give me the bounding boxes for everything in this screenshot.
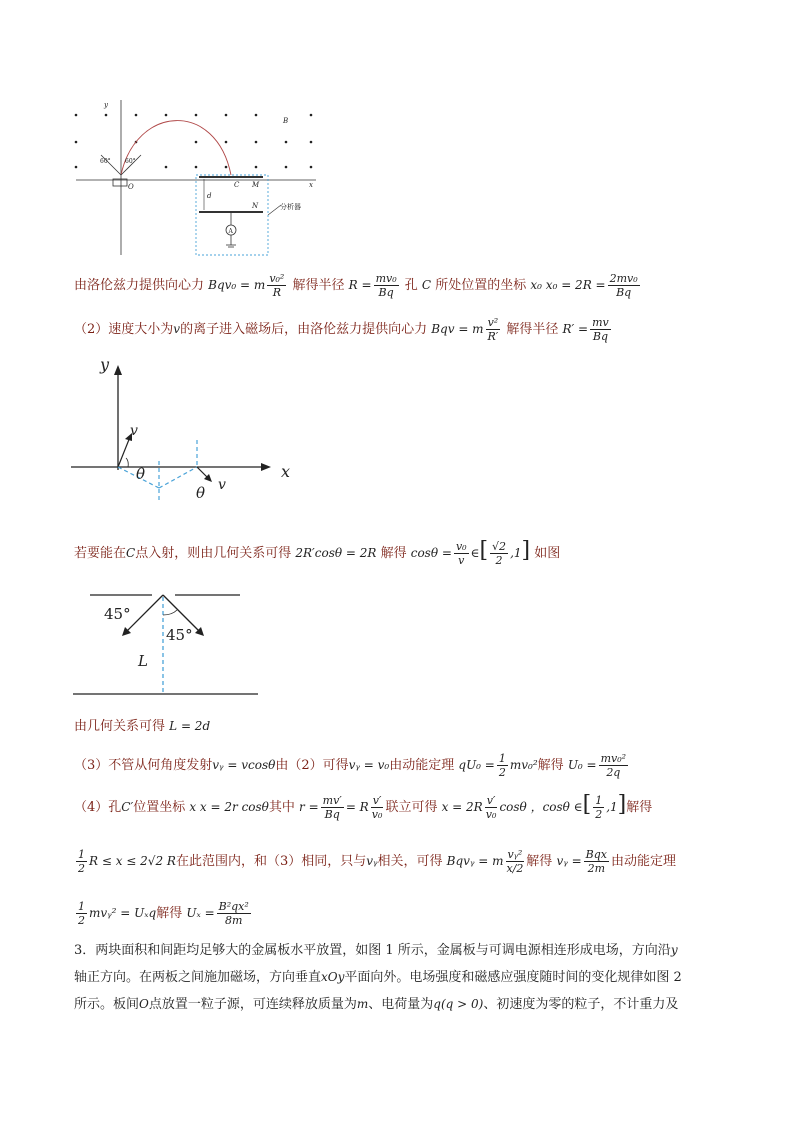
fraction: $\frac{1}{2}$ xyxy=(78,848,85,875)
label-y: y xyxy=(104,101,108,109)
problem-3-line-2: 轴正方向。在两板之间施加磁场，方向垂直xOy平面向外。电场强度和磁感应强度随时间的变化规律如图 2 xyxy=(74,970,682,985)
fraction: $\frac{\text{B²qx²}}{8m}$ xyxy=(218,900,249,927)
angle-right: 45° xyxy=(166,626,193,644)
fraction: $\frac{v'}{\text{v₀}}$ xyxy=(371,794,383,821)
label-y: y xyxy=(100,355,110,374)
problem-3-line-3: 所示。板间O点放置一粒子源，可连续释放质量为m、电荷量为q(q > 0)、初速度为零的粒子，不计重力及 xyxy=(74,997,679,1012)
solution-line-8: $\frac{1}{2}$ mvᵧ² = Uₓq解得 Uₓ = $\frac{\text{B²qx²}}{8m}$ xyxy=(78,900,249,927)
fraction: $\frac{\text{v²}}{R'}$ xyxy=(487,316,499,343)
label-v2: v xyxy=(218,477,226,493)
trajectory-arc xyxy=(121,121,231,175)
label-theta2: θ xyxy=(196,484,206,502)
label-B: B xyxy=(283,117,289,125)
fraction: $\frac{\text{Bqx}}{2m}$ xyxy=(585,848,607,875)
solution-line-4: 由几何关系可得 L = 2d xyxy=(74,719,211,734)
figure-magnetic-field-analyzer xyxy=(66,95,326,260)
solution-line-1: 由洛伦兹力提供向心力 Bqv₀ = m $\frac{\text{v₀²}}{R}$ 解得半径 R = $\frac{\text{mv₀}}{Bq}$ 孔 C 所处位置的坐标 x₀ x₀ = 2R = $\frac{\text{2mv₀}}{Bq}$ xyxy=(74,272,638,299)
label-O: O xyxy=(128,183,134,191)
label-N: N xyxy=(252,202,259,210)
figure-45-degree-geometry xyxy=(70,585,265,700)
label-theta1: θ xyxy=(136,465,146,483)
label-d: d xyxy=(207,192,212,200)
angle-left: 60° xyxy=(100,158,111,165)
problem-3-line-1: 3．两块面积和间距均足够大的金属板水平放置，如图 1 所示，金属板与可调电源相连形成电场，方向沿y xyxy=(74,943,678,958)
solution-line-7: $\frac{1}{2}$ R ≤ x ≤ 2√2 R在此范围内，和（3）相同，只与vᵧ相关，可得 Bqvᵧ = m $\frac{\text{vᵧ²}}{x/2}$ 解得 vᵧ = $\frac{\text{Bqx}}{2m}$ 由动能定理 xyxy=(78,848,676,875)
solution-line-5: （3）不管从何角度发射vᵧ = vcosθ由（2）可得vᵧ = v₀由动能定理 qU₀ = $\frac{1}{2}$ mv₀²解得 U₀ = $\frac{\text{mv₀²}}{2q}$ xyxy=(74,752,627,779)
label-x: x xyxy=(281,462,291,481)
fraction: $\frac{\text{2mv₀}}{Bq}$ xyxy=(609,272,638,299)
label-A: A xyxy=(228,228,233,235)
figure-velocity-geometry xyxy=(66,355,306,505)
fraction: $\frac{v'}{\text{v₀}}$ xyxy=(485,794,497,821)
fraction: $\frac{\text{v₀²}}{R}$ xyxy=(269,272,285,299)
problem-3-text xyxy=(74,937,724,1018)
label-M: M xyxy=(252,181,260,189)
fraction: $\frac{√2}{2}$ xyxy=(492,540,507,567)
fraction: $\frac{\text{mv₀}}{Bq}$ xyxy=(375,272,397,299)
solution-line-3: 若要能在C点入射，则由几何关系可得 2R′cosθ = 2R 解得 cosθ = $\frac{\text{v₀}}{v}$ ∈[ $\frac{√2}{2}$ ,1] 如图 xyxy=(74,538,561,567)
label-v1: v xyxy=(130,423,138,439)
angle-left: 45° xyxy=(104,605,131,623)
fraction: $\frac{mv}{Bq}$ xyxy=(592,316,609,343)
label-L: L xyxy=(138,652,148,670)
fraction: $\frac{\text{v₀}}{v}$ xyxy=(455,540,467,567)
solution-line-6: （4）孔C′位置坐标 x x = 2r cosθ其中 r = $\frac{mv'}{Bq}$ = R $\frac{v'}{\text{v₀}}$ 联立可得 x = 2R $\frac{v'}{\text{v₀}}$ cosθ ，cosθ ∈[ $\frac{1}{2}$ ,1]解得 xyxy=(74,792,653,821)
fraction: $\frac{1}{2}$ xyxy=(498,752,506,779)
trajectory-dashed-2 xyxy=(159,467,197,488)
fraction: $\frac{1}{2}$ xyxy=(78,900,85,927)
fraction: $\frac{mv'}{Bq}$ xyxy=(322,794,342,821)
fraction: $\frac{\text{mv₀²}}{2q}$ xyxy=(600,752,627,779)
solution-line-2: （2）速度大小为v的离子进入磁场后，由洛伦兹力提供向心力 Bqv = m $\frac{\text{v²}}{R'}$ 解得半径 R′ = $\frac{mv}{Bq}$ xyxy=(74,316,609,343)
fraction: $\frac{\text{vᵧ²}}{x/2}$ xyxy=(506,848,524,875)
label-C: C xyxy=(234,181,240,189)
angle-right: 60° xyxy=(125,158,136,165)
analyzer-label: 分析器 xyxy=(280,203,301,211)
label-x: x xyxy=(309,181,313,189)
fraction: $\frac{1}{2}$ xyxy=(595,794,603,821)
